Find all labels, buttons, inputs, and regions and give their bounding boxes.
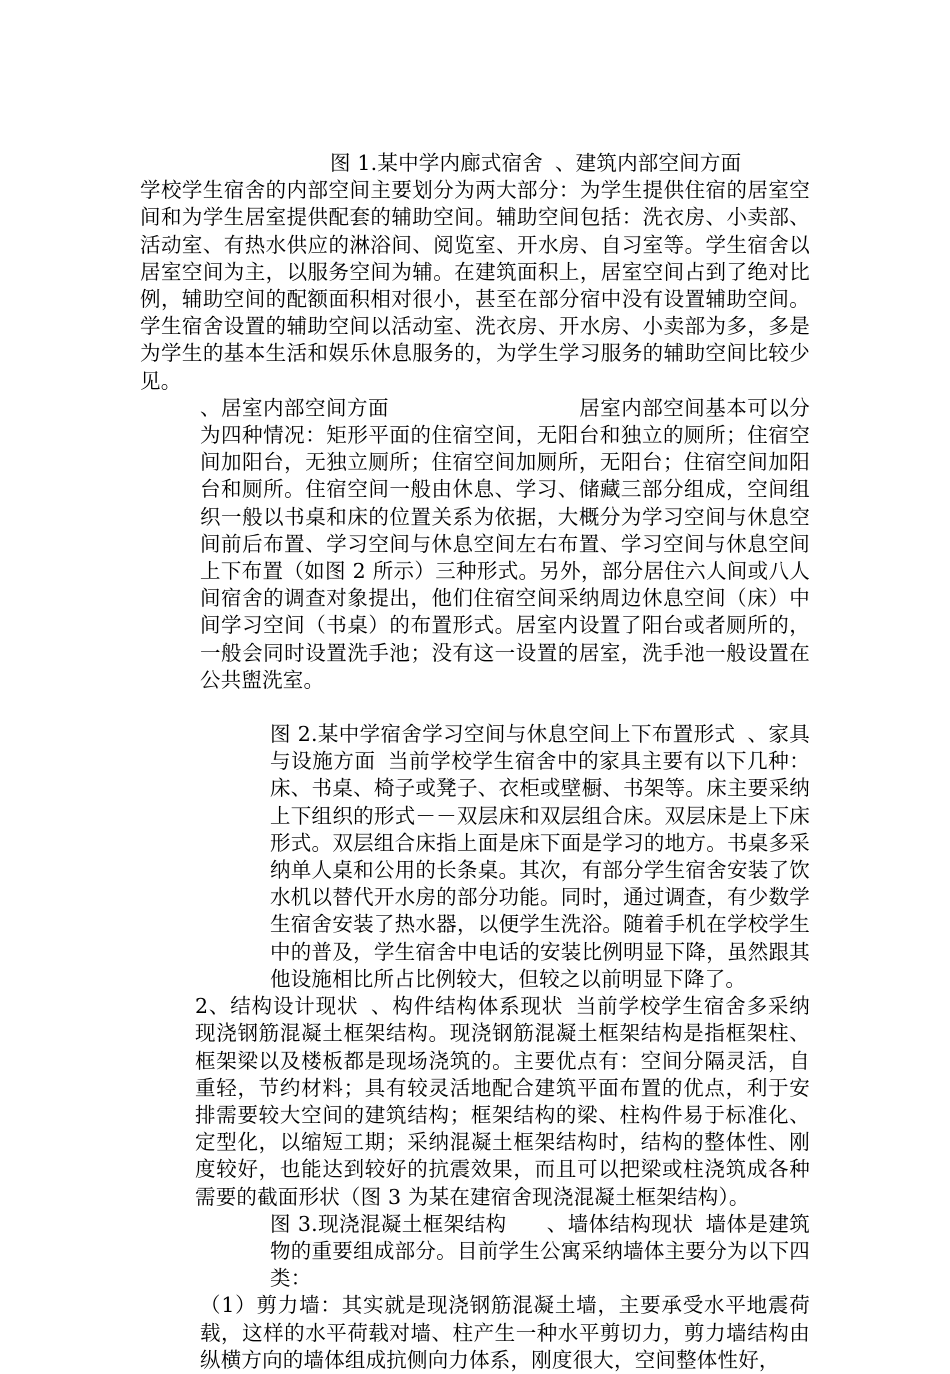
section-heading-room: 、居室内部空间方面 bbox=[200, 395, 389, 420]
section-heading-wall: 、墙体结构现状 bbox=[546, 1211, 694, 1236]
section-heading-furniture: 、家具与设施方面 bbox=[270, 722, 810, 774]
paragraph-interior-space bbox=[140, 150, 810, 177]
paragraph-wall bbox=[140, 1211, 810, 1293]
figure-2-caption: 图 2.某中学宿舍学习空间与休息空间上下布置形式 bbox=[270, 722, 736, 747]
figure-1-caption: 图 1.某中学内廊式宿舍 bbox=[330, 151, 543, 175]
paragraph-room-body: 居室内部空间基本可以分为四种情况：矩形平面的住宿空间，无阳台和独立的厕所；住宿空间加阳台，无独立厕所；住宿空间加厕所，无阳台；住宿空间加阳台和厕所。住宿空间一般由休息、学习、储藏三部分组成，空间组织一般以书桌和床的位置关系为依据，大概分为学习空间与休息空间前后布置、学习空间与休息空间左右布置、学习空间与休息空间上下布置（如图 2 所示）三种形式。另外，部分居住六人间或八人间宿舍的调查对象提出，他们住宿空间采纳周边休息空间（床）中间学习空间（书桌）的布置形式。居室内设置了阳台或者厕所的，一般会同时设置洗手池；没有这一设置的居室，洗手池一般设置在公共盥洗室。 bbox=[200, 395, 810, 692]
section-heading-component: 、构件结构体系现状 bbox=[370, 994, 564, 1019]
paragraph-room-space bbox=[140, 395, 810, 694]
paragraph-interior-body: 学校学生宿舍的内部空间主要划分为两大部分：为学生提供住宿的居室空间和为学生居室提供配套的辅助空间。辅助空间包括：洗衣房、小卖部、活动室、有热水供应的淋浴间、阅览室、开水房、自习室等。学生宿舍以居室空间为主，以服务空间为辅。在建筑面积上，居室空间占到了绝对比例，辅助空间的配额面积相对很小，甚至在部分宿中没有设置辅助空间。学生宿舍设置的辅助空间以活动室、洗衣房、开水房、小卖部为多，多是为学生的基本生活和娱乐休息服务的，为学生学习服务的辅助空间比较少见。 bbox=[140, 178, 810, 393]
paragraph-structure bbox=[140, 993, 810, 1211]
paragraph-component-body: 当前学校学生宿舍多采纳现浇钢筋混凝土框架结构。现浇钢筋混凝土框架结构是指框架柱、框架梁以及楼板都是现场浇筑的。主要优点有：空间分隔灵活，自重轻，节约材料；具有较灵活地配合建筑平面布置的优点，利于安排需要较大空间的建筑结构；框架结构的梁、柱构件易于标准化、定型化，以缩短工期；采纳混凝土框架结构时，结构的整体性、刚度较好，也能达到较好的抗震效果，而且可以把梁或柱浇筑成各种需要的截面形状（图 3 为某在建宿舍现浇混凝土框架结构）。 bbox=[195, 994, 810, 1209]
section-heading-interior: 、建筑内部空间方面 bbox=[554, 151, 742, 175]
paragraph-shear-wall: （1）剪力墙：其实就是现浇钢筋混凝土墙，主要承受水平地震荷载，这样的水平荷载对墙、柱产生一种水平剪切力，剪力墙结构由纵横方向的墙体组成抗侧向力体系，刚度很大，空间整体性好， bbox=[200, 1293, 810, 1372]
document-body bbox=[140, 150, 810, 1374]
section-heading-structure: 2、结构设计现状 bbox=[195, 994, 359, 1019]
figure-3-caption: 图 3.现浇混凝土框架结构 bbox=[270, 1211, 507, 1236]
paragraph-furniture bbox=[140, 721, 810, 993]
paragraph-gap bbox=[140, 694, 810, 721]
paragraph-furniture-body: 当前学校学生宿舍中的家具主要有以下几种：床、书桌、椅子或凳子、衣柜或壁橱、书架等。床主要采纳上下组织的形式－－双层床和双层组合床。双层床是上下床形式。双层组合床指上面是床下面是学习的地方。书桌多采纳单人桌和公用的长条桌。其次，有部分学生宿舍安装了饮水机以替代开水房的部分功能。同时，通过调查，有少数学生宿舍安装了热水器，以便学生洗浴。随着手机在学校学生中的普及，学生宿舍中电话的安装比例明显下降，虽然跟其他设施相比所占比例较大，但较之以前明显下降了。 bbox=[270, 749, 811, 991]
paragraph-wall-body: 墙体是建筑物的重要组成部分。目前学生公寓采纳墙体主要分为以下四类： bbox=[270, 1211, 810, 1291]
